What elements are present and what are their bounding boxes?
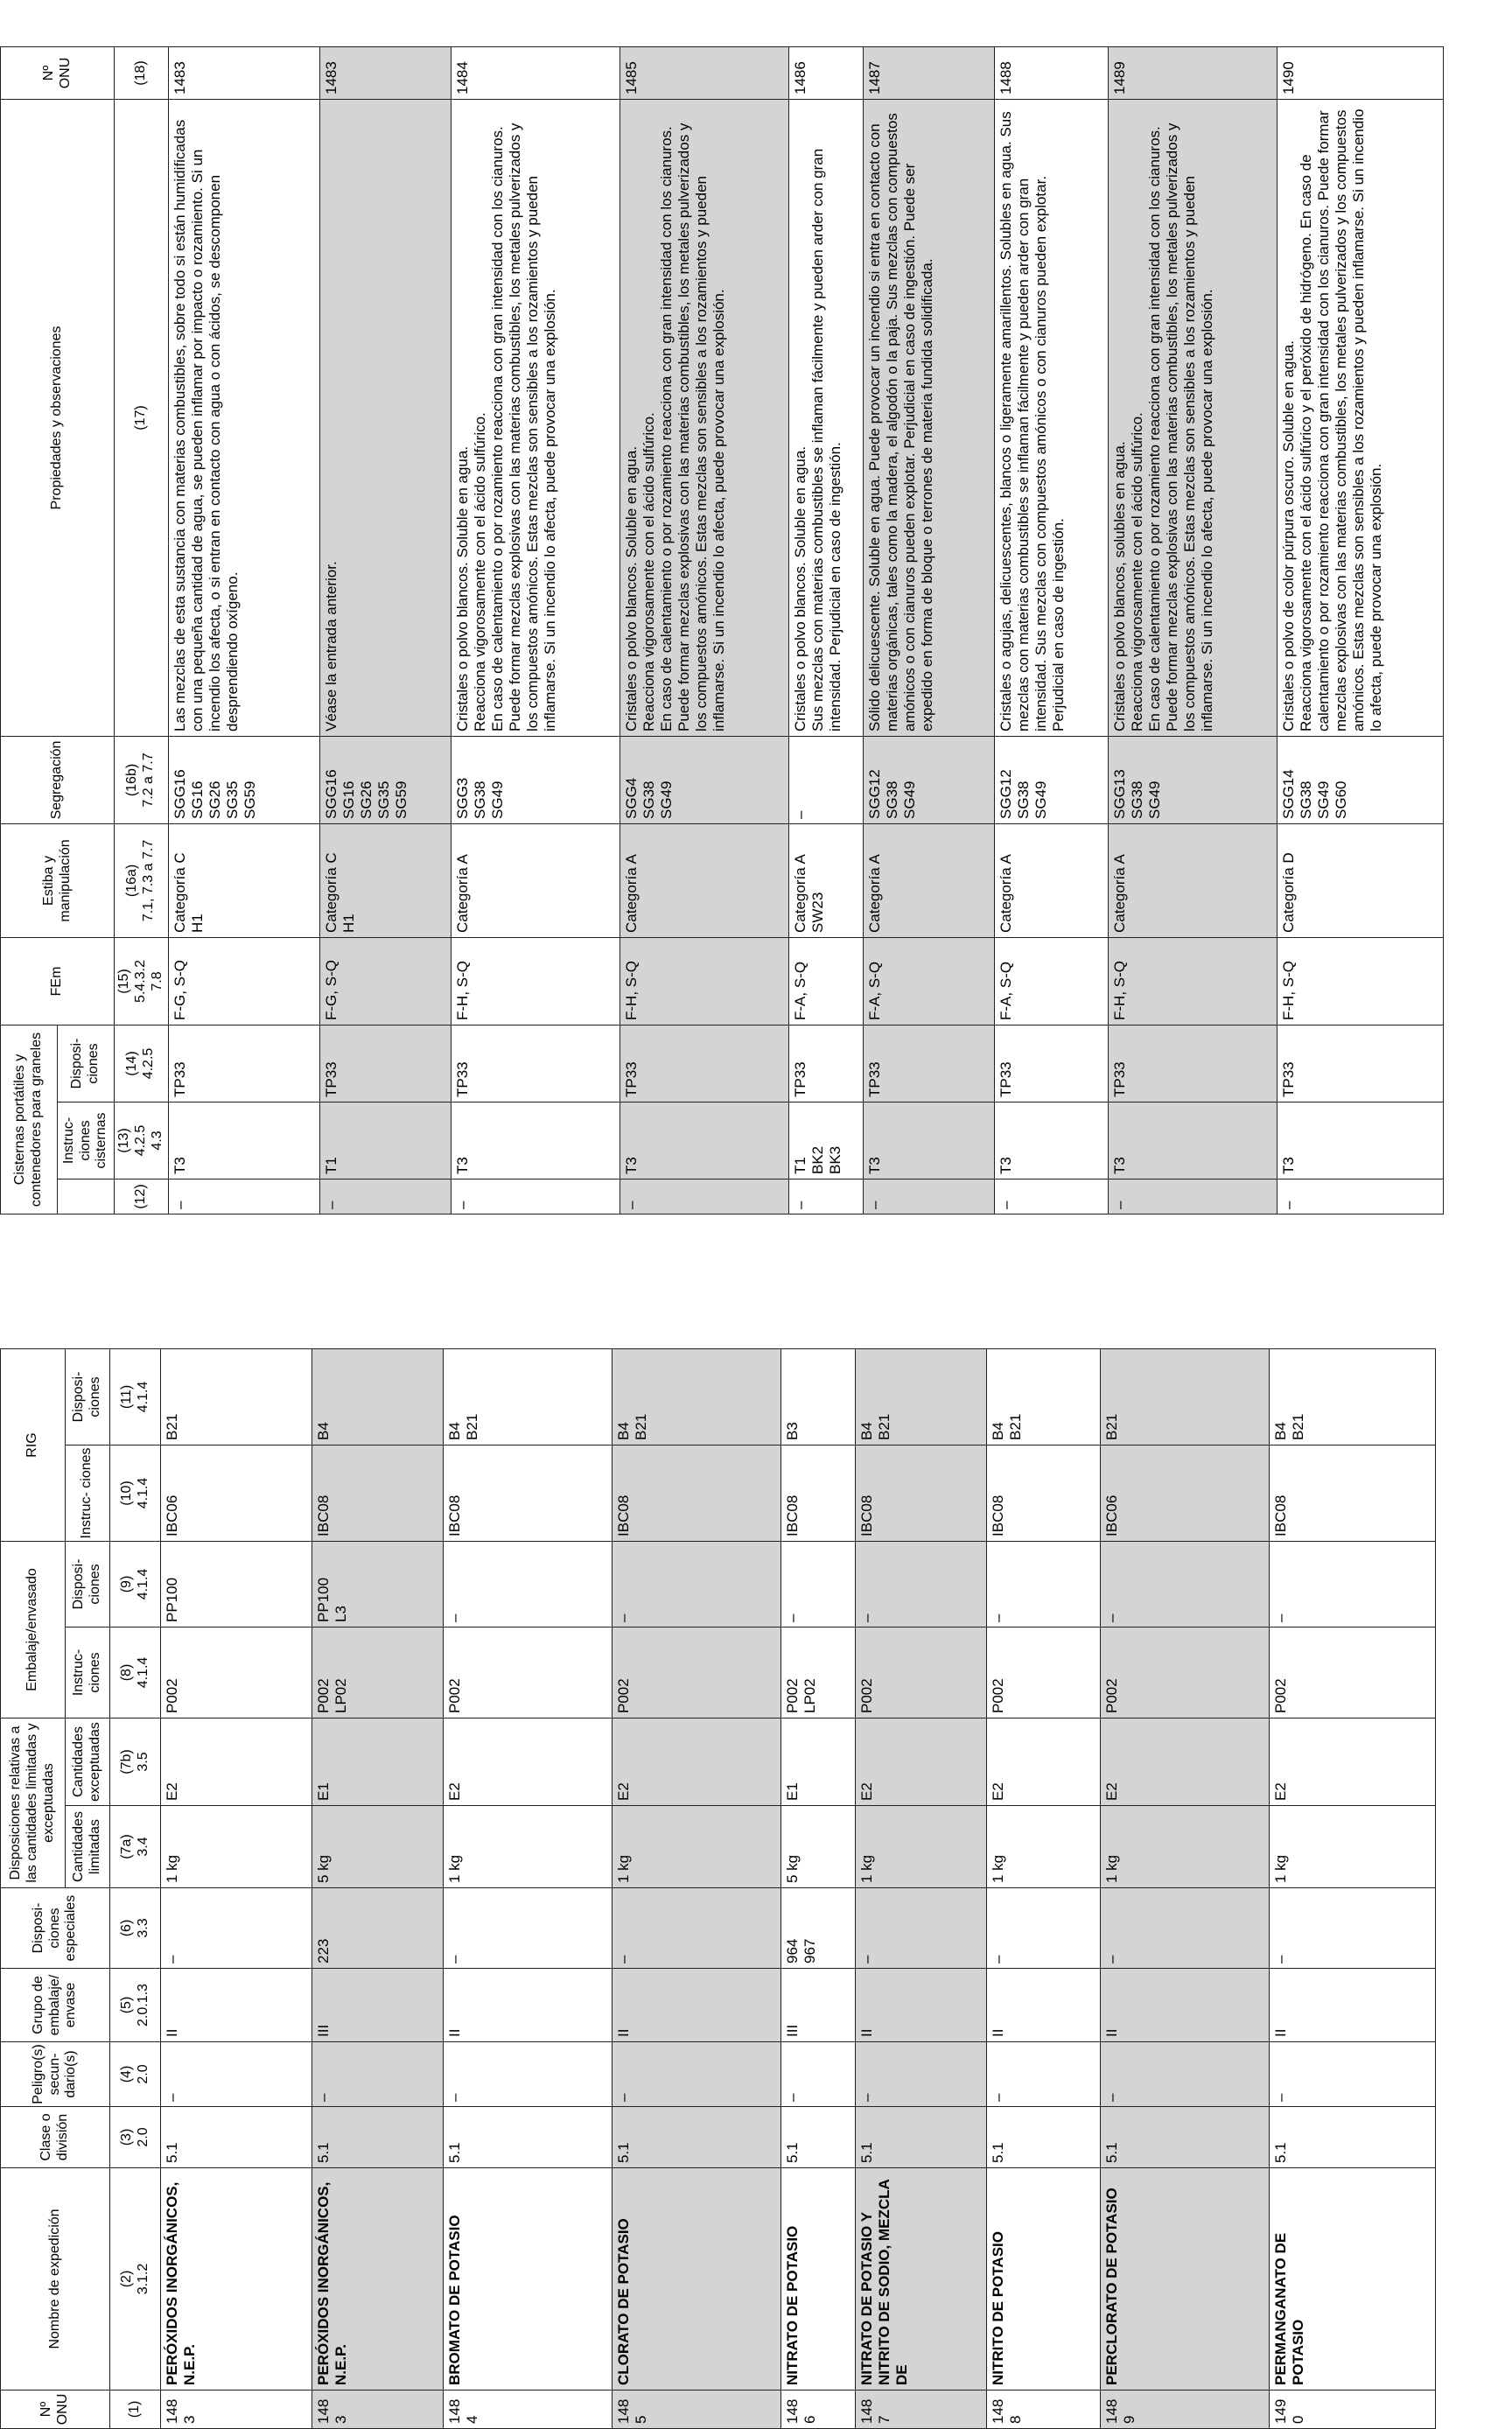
cell-gap (781, 1261, 856, 1348)
header-num-16a: (16a) 7.1, 7.3 a 7.7 (115, 823, 169, 937)
header-num-15: (15) 5.4.3.2 7.8 (115, 937, 169, 1025)
cell-class: 5.1 (781, 2107, 856, 2168)
header-ibc-prov: Disposi- ciones (65, 1348, 109, 1445)
table-row (168, 46, 319, 1214)
cell-pg: II (856, 1969, 987, 2042)
cell-gap (1101, 1261, 1270, 1348)
cell-limited: 1 kg (444, 1806, 612, 1888)
header-un-no-right: Nº ONU (1, 46, 115, 99)
cell-ems: F-G, S-Q (319, 937, 451, 1025)
cell-limited: 1 kg (612, 1806, 781, 1888)
cell-tank-instr: T3 (168, 1102, 319, 1180)
cell-pg: II (1101, 1969, 1270, 2042)
cell-class: 5.1 (1101, 2107, 1270, 2168)
cell-pack-instr: P002 LP02 (781, 1627, 856, 1718)
cell-tank-instr: T1 (319, 1102, 451, 1180)
header-tank-group: Cisternas portátiles y contenedores para graneles (1, 1025, 58, 1214)
cell-gap (1270, 1261, 1436, 1348)
table-row (312, 1261, 444, 2428)
cell-subsidiary: – (781, 2042, 856, 2107)
left-table-rotated (0, 1262, 1512, 2429)
cell-col12: – (451, 1180, 620, 1214)
cell-class: 5.1 (444, 2107, 612, 2168)
cell-col12: – (863, 1180, 994, 1214)
cell-pack-instr: P002 (1101, 1627, 1270, 1718)
cell-col12: – (168, 1180, 319, 1214)
cell-pack-prov: – (856, 1541, 987, 1627)
cell-excepted: E2 (1270, 1718, 1436, 1805)
cell-pack-instr: P002 (987, 1627, 1101, 1718)
cell-class: 5.1 (312, 2107, 444, 2168)
cell-limited: 5 kg (781, 1806, 856, 1888)
cell-name: NITRATO DE POTASIO (781, 2168, 856, 2390)
header-num-9: (9) 4.1.4 (110, 1541, 161, 1627)
cell-subsidiary: – (1270, 2042, 1436, 2107)
cell-un: 1487 (856, 2390, 987, 2429)
header-num-10: (10) 4.1.4 (110, 1445, 161, 1541)
cell-limited: 5 kg (312, 1806, 444, 1888)
cell-stowage: Categoría A (994, 823, 1108, 937)
header-un-no: Nº ONU (1, 2390, 110, 2429)
cell-tank-instr: T3 (994, 1102, 1108, 1180)
header-limited-group: Disposiciones relativas a las cantidades limitadas y exceptuadas (1, 1718, 66, 1887)
cell-name: PERMANGANATO DE POTASIO (1270, 2168, 1436, 2390)
cell-subsidiary: – (161, 2042, 312, 2107)
cell-col12: – (1277, 1180, 1443, 1214)
cell-ibc-instr: IBC08 (856, 1445, 987, 1541)
cell-pack-prov: – (781, 1541, 856, 1627)
cell-pack-instr: P002 LP02 (312, 1627, 444, 1718)
cell-gap (612, 1261, 781, 1348)
table-row (856, 1261, 987, 2428)
cell-ems: F-G, S-Q (168, 937, 319, 1025)
cell-un-right: 1489 (1108, 46, 1277, 99)
cell-class: 5.1 (856, 2107, 987, 2168)
cell-un-right: 1485 (620, 46, 788, 99)
header-num-5: (5) 2.0.1.3 (110, 1969, 161, 2042)
header-class: Clase o división (1, 2107, 110, 2168)
cell-stowage: Categoría A (863, 823, 994, 937)
cell-pack-instr: P002 (612, 1627, 781, 1718)
header-num-gap (110, 1261, 161, 1348)
cell-un: 1485 (612, 2390, 781, 2429)
cell-un-right: 1487 (863, 46, 994, 99)
cell-subsidiary: – (312, 2042, 444, 2107)
cell-special: – (1270, 1888, 1436, 1969)
cell-segregation: SGG12 SG38 SG49 (863, 736, 994, 823)
cell-pack-instr: P002 (444, 1627, 612, 1718)
cell-col12: – (319, 1180, 451, 1214)
cell-pack-prov: PP100 L3 (312, 1541, 444, 1627)
header-num-1: (1) (110, 2390, 161, 2429)
cell-special: – (1101, 1888, 1270, 1969)
cell-un: 1483 (312, 2390, 444, 2429)
cell-excepted: E2 (612, 1718, 781, 1805)
cell-un-right: 1490 (1277, 46, 1443, 99)
cell-pack-prov: – (612, 1541, 781, 1627)
header-num-18: (18) (115, 46, 169, 99)
cell-ibc-instr: IBC06 (161, 1445, 312, 1541)
cell-pack-instr: P002 (1270, 1627, 1436, 1718)
header-tank-empty (58, 1180, 115, 1214)
cell-tank-instr: T1 BK2 BK3 (788, 1102, 863, 1180)
header-gap (1, 1261, 110, 1348)
cell-ibc-instr: IBC08 (987, 1445, 1101, 1541)
cell-segregation: SGG13 SG38 SG49 (1108, 736, 1277, 823)
cell-col12: – (1108, 1180, 1277, 1214)
header-num-6: (6) 3.3 (110, 1888, 161, 1969)
cell-ems: F-H, S-Q (1277, 937, 1443, 1025)
header-num-13: (13) 4.2.5 4.3 (115, 1102, 169, 1180)
cell-ibc-prov: B4 B21 (987, 1348, 1101, 1445)
header-num-8: (8) 4.1.4 (110, 1627, 161, 1718)
table-row (994, 46, 1108, 1214)
cell-pack-prov: – (1270, 1541, 1436, 1627)
cell-tank-prov: TP33 (1108, 1025, 1277, 1102)
cell-properties: Sólido delicuescente. Soluble en agua. Puede provocar un incendio si entra en contacto con materias orgánicas, tales como la madera, el algodón o la paja. Sus mezclas con compuestos amónicos o con cianuros pueden explotar. Perjudicial en caso de ingestión. Puede ser expedido en forma de bloque o terrones de materia fundida solidificada. (863, 99, 994, 736)
cell-pg: II (1270, 1969, 1436, 2042)
header-limited: Cantidades limitadas (65, 1806, 109, 1888)
table-row (612, 1261, 781, 2428)
cell-name: NITRITO DE POTASIO (987, 2168, 1101, 2390)
cell-tank-prov: TP33 (168, 1025, 319, 1102)
cell-ibc-instr: IBC08 (781, 1445, 856, 1541)
cell-subsidiary: – (1101, 2042, 1270, 2107)
cell-un-right: 1488 (994, 46, 1108, 99)
cell-class: 5.1 (612, 2107, 781, 2168)
left-table (0, 1261, 1436, 2429)
cell-pg: II (612, 1969, 781, 2042)
cell-properties: Cristales o polvo blancos. Soluble en agua. Reacciona vigorosamente con el ácido sulfúrico. En caso de calentamiento o por rozamiento reacciona con gran intensidad con los cianuros. Puede formar mezclas explosivas con las materias combustibles, los metales pulverizados y los compuestos amónicos. Estas mezclas son sensibles a los rozamientos y pueden inflamarse. Si un incendio lo afecta, puede provocar una explosión. (451, 99, 620, 736)
cell-excepted: E2 (1101, 1718, 1270, 1805)
cell-ibc-instr: IBC06 (1101, 1445, 1270, 1541)
cell-pack-prov: – (444, 1541, 612, 1627)
cell-ems: F-H, S-Q (620, 937, 788, 1025)
table-row (863, 46, 994, 1214)
cell-ibc-prov: B4 B21 (444, 1348, 612, 1445)
cell-tank-prov: TP33 (451, 1025, 620, 1102)
header-ibc: RIG (1, 1348, 66, 1541)
cell-ibc-prov: B4 B21 (612, 1348, 781, 1445)
cell-properties: Cristales o polvo blancos. Soluble en agua. Sus mezclas con materias combustibles se inflaman fácilmente y pueden arder con gran intensidad. Perjudicial en caso de ingestión. (788, 99, 863, 736)
header-pack-instr: Instruc- ciones (65, 1627, 109, 1718)
cell-tank-prov: TP33 (863, 1025, 994, 1102)
cell-name: BROMATO DE POTASIO (444, 2168, 612, 2390)
cell-tank-instr: T3 (451, 1102, 620, 1180)
cell-pack-prov: – (1101, 1541, 1270, 1627)
cell-subsidiary: – (612, 2042, 781, 2107)
cell-un: 1486 (781, 2390, 856, 2429)
cell-un: 1484 (444, 2390, 612, 2429)
cell-special: – (987, 1888, 1101, 1969)
cell-limited: 1 kg (1270, 1806, 1436, 1888)
cell-excepted: E2 (856, 1718, 987, 1805)
table-row (1270, 1261, 1436, 2428)
cell-class: 5.1 (987, 2107, 1101, 2168)
header-stowage: Estiba y manipulación (1, 823, 115, 937)
cell-pack-instr: P002 (161, 1627, 312, 1718)
cell-ibc-instr: IBC08 (312, 1445, 444, 1541)
cell-tank-prov: TP33 (788, 1025, 863, 1102)
cell-stowage: Categoría A (620, 823, 788, 937)
cell-subsidiary: – (856, 2042, 987, 2107)
cell-stowage: Categoría A (451, 823, 620, 937)
header-packing-group: Grupo de embalaje/ envase (1, 1969, 110, 2042)
cell-name: PERÓXIDOS INORGÁNICOS, N.E.P. (161, 2168, 312, 2390)
header-pack-prov: Disposi- ciones (65, 1541, 109, 1627)
cell-excepted: E1 (781, 1718, 856, 1805)
cell-stowage: Categoría A (1108, 823, 1277, 937)
cell-ibc-prov: B4 B21 (1270, 1348, 1436, 1445)
table-row (620, 46, 788, 1214)
cell-subsidiary: – (444, 2042, 612, 2107)
cell-limited: 1 kg (987, 1806, 1101, 1888)
header-ems: FEm (1, 937, 115, 1025)
header-num-2: (2) 3.1.2 (110, 2168, 161, 2390)
cell-tank-instr: T3 (863, 1102, 994, 1180)
cell-class: 5.1 (161, 2107, 312, 2168)
header-num-14: (14) 4.2.5 (115, 1025, 169, 1102)
cell-segregation: – (788, 736, 863, 823)
cell-pack-prov: – (987, 1541, 1101, 1627)
cell-segregation: SGG4 SG38 SG49 (620, 736, 788, 823)
header-subsidiary: Peligro(s) secun- dario(s) (1, 2042, 110, 2107)
cell-ibc-instr: IBC08 (1270, 1445, 1436, 1541)
cell-subsidiary: – (987, 2042, 1101, 2107)
cell-properties: Cristales o polvo blancos, solubles en agua. Reacciona vigorosamente con el ácido sulfúrico. En caso de calentamiento o por rozamiento reacciona con gran intensidad con los cianuros. Puede formar mezclas explosivas con las materias combustibles, los metales pulverizados y los compuestos amónicos. Estas mezclas son sensibles a los rozamientos y pueden inflamarse. Si un incendio lo afecta, puede provocar una explosión. (1108, 99, 1277, 736)
header-num-12: (12) (115, 1180, 169, 1214)
cell-un: 1488 (987, 2390, 1101, 2429)
cell-stowage: Categoría C H1 (319, 823, 451, 937)
cell-segregation: SGG16 SG16 SG26 SG35 SG59 (319, 736, 451, 823)
cell-gap (856, 1261, 987, 1348)
header-num-17: (17) (115, 99, 169, 736)
cell-ibc-prov: B21 (1101, 1348, 1270, 1445)
cell-un-right: 1483 (168, 46, 319, 99)
cell-un: 1489 (1101, 2390, 1270, 2429)
cell-properties: Cristales o agujas, delicuescentes, blancos o ligeramente amarillentos. Solubles en agua. Sus mezclas con materias combustibles se inflaman fácilmente y pueden arder con gran intensidad. Sus mezclas con compuestos amónicos o con cianuros pueden explotar. Perjudicial en caso de ingestión. (994, 99, 1108, 736)
cell-limited: 1 kg (161, 1806, 312, 1888)
cell-excepted: E1 (312, 1718, 444, 1805)
cell-ibc-prov: B3 (781, 1348, 856, 1445)
cell-ems: F-H, S-Q (451, 937, 620, 1025)
cell-pg: II (987, 1969, 1101, 2042)
table-row (444, 1261, 612, 2428)
header-num-3: (3) 2.0 (110, 2107, 161, 2168)
header-num-11: (11) 4.1.4 (110, 1348, 161, 1445)
header-ibc-instr: Instruc- ciones (65, 1445, 109, 1541)
table-row (319, 46, 451, 1214)
cell-pg: III (312, 1969, 444, 2042)
cell-un: 1490 (1270, 2390, 1436, 2429)
cell-limited: 1 kg (856, 1806, 987, 1888)
cell-properties: Cristales o polvo blancos. Soluble en agua. Reacciona vigorosamente con el ácido sulfúrico. En caso de calentamiento o por rozamiento reacciona con gran intensidad con los cianuros. Puede formar mezclas explosivas con las materias combustibles, los metales pulverizados y los compuestos amónicos. Estas mezclas son sensibles a los rozamientos y pueden inflamarse. Si un incendio lo afecta, puede provocar una explosión. (620, 99, 788, 736)
cell-special: 964 967 (781, 1888, 856, 1969)
cell-tank-instr: T3 (1277, 1102, 1443, 1180)
table-row (161, 1261, 312, 2428)
cell-ibc-prov: B4 (312, 1348, 444, 1445)
cell-ems: F-A, S-Q (788, 937, 863, 1025)
cell-ems: F-A, S-Q (863, 937, 994, 1025)
cell-properties: Cristales o polvo de color púrpura oscuro. Soluble en agua. Reacciona vigorosamente con el ácido sulfúrico y el peróxido de hidrógeno. En caso de calentamiento o por rozamiento reacciona con gran intensidad con los cianuros. Puede formar mezclas explosivas con las materias combustibles, los metales pulverizados y los compuestos amónicos. Estas mezclas son sensibles a los rozamientos y pueden inflamarse. Si un incendio lo afecta, puede provocar una explosión. (1277, 99, 1443, 736)
cell-special: – (856, 1888, 987, 1969)
cell-special: 223 (312, 1888, 444, 1969)
right-table (0, 46, 1444, 1214)
right-table-rotated (0, 47, 1512, 1214)
cell-limited: 1 kg (1101, 1806, 1270, 1888)
cell-stowage: Categoría D (1277, 823, 1443, 937)
header-segregation: Segregación (1, 736, 115, 823)
cell-ibc-instr: IBC08 (444, 1445, 612, 1541)
cell-tank-instr: T3 (620, 1102, 788, 1180)
cell-special: – (612, 1888, 781, 1969)
cell-class: 5.1 (1270, 2107, 1436, 2168)
table-row (451, 46, 620, 1214)
cell-segregation: SGG12 SG38 SG49 (994, 736, 1108, 823)
cell-ems: F-H, S-Q (1108, 937, 1277, 1025)
header-tank-prov: Disposi- ciones (58, 1025, 115, 1102)
cell-ibc-instr: IBC08 (612, 1445, 781, 1541)
cell-un-right: 1486 (788, 46, 863, 99)
header-num-4: (4) 2.0 (110, 2042, 161, 2107)
cell-segregation: SGG3 SG38 SG49 (451, 736, 620, 823)
cell-gap (987, 1261, 1101, 1348)
cell-stowage: Categoría A SW23 (788, 823, 863, 937)
cell-ibc-prov: B21 (161, 1348, 312, 1445)
cell-ibc-prov: B4 B21 (856, 1348, 987, 1445)
table-row (1108, 46, 1277, 1214)
cell-special: – (161, 1888, 312, 1969)
cell-pg: II (161, 1969, 312, 2042)
table-row (781, 1261, 856, 2428)
cell-col12: – (788, 1180, 863, 1214)
cell-stowage: Categoría C H1 (168, 823, 319, 937)
header-num-7b: (7b) 3.5 (110, 1718, 161, 1805)
cell-un-right: 1484 (451, 46, 620, 99)
cell-un-right: 1483 (319, 46, 451, 99)
table-row (788, 46, 863, 1214)
cell-excepted: E2 (987, 1718, 1101, 1805)
cell-name: PERCLORATO DE POTASIO (1101, 2168, 1270, 2390)
cell-pack-instr: P002 (856, 1627, 987, 1718)
cell-gap (444, 1261, 612, 1348)
cell-segregation: SGG14 SG38 SG49 SG60 (1277, 736, 1443, 823)
cell-tank-instr: T3 (1108, 1102, 1277, 1180)
cell-col12: – (620, 1180, 788, 1214)
cell-tank-prov: TP33 (1277, 1025, 1443, 1102)
header-excepted: Cantidades exceptuadas (65, 1718, 109, 1805)
cell-ems: F-A, S-Q (994, 937, 1108, 1025)
cell-excepted: E2 (444, 1718, 612, 1805)
table-row (1277, 46, 1443, 1214)
cell-pg: III (781, 1969, 856, 2042)
cell-name: CLORATO DE POTASIO (612, 2168, 781, 2390)
cell-col12: – (994, 1180, 1108, 1214)
table-row (1101, 1261, 1270, 2428)
table-row (987, 1261, 1101, 2428)
header-name: Nombre de expedición (1, 2168, 110, 2390)
header-num-16b: (16b) 7.2 a 7.7 (115, 736, 169, 823)
cell-segregation: SGG16 SG16 SG26 SG35 SG59 (168, 736, 319, 823)
cell-tank-prov: TP33 (620, 1025, 788, 1102)
header-properties: Propiedades y observaciones (1, 99, 115, 736)
header-packing: Embalaje/envasado (1, 1541, 66, 1718)
header-special: Disposi- ciones especiales (1, 1888, 110, 1969)
cell-name: PERÓXIDOS INORGÁNICOS, N.E.P. (312, 2168, 444, 2390)
cell-tank-prov: TP33 (994, 1025, 1108, 1102)
cell-gap (312, 1261, 444, 1348)
cell-special: – (444, 1888, 612, 1969)
cell-properties: Las mezclas de esta sustancia con materias combustibles, sobre todo si están humidificadas con una pequeña cantidad de agua, se pueden inflamar por impacto o rozamiento. Si un incendio los afecta, o si entran en contacto con agua o con ácidos, se descomponen desprendiendo oxígeno. (168, 99, 319, 736)
cell-tank-prov: TP33 (319, 1025, 451, 1102)
cell-un: 1483 (161, 2390, 312, 2429)
cell-name: NITRATO DE POTASIO Y NITRITO DE SODIO, MEZCLA DE (856, 2168, 987, 2390)
cell-pg: II (444, 1969, 612, 2042)
cell-gap (161, 1261, 312, 1348)
header-num-7a: (7a) 3.4 (110, 1806, 161, 1888)
cell-pack-prov: PP100 (161, 1541, 312, 1627)
cell-properties: Véase la entrada anterior. (319, 99, 451, 736)
cell-excepted: E2 (161, 1718, 312, 1805)
header-tank-instr: Instruc- ciones cisternas (58, 1102, 115, 1180)
